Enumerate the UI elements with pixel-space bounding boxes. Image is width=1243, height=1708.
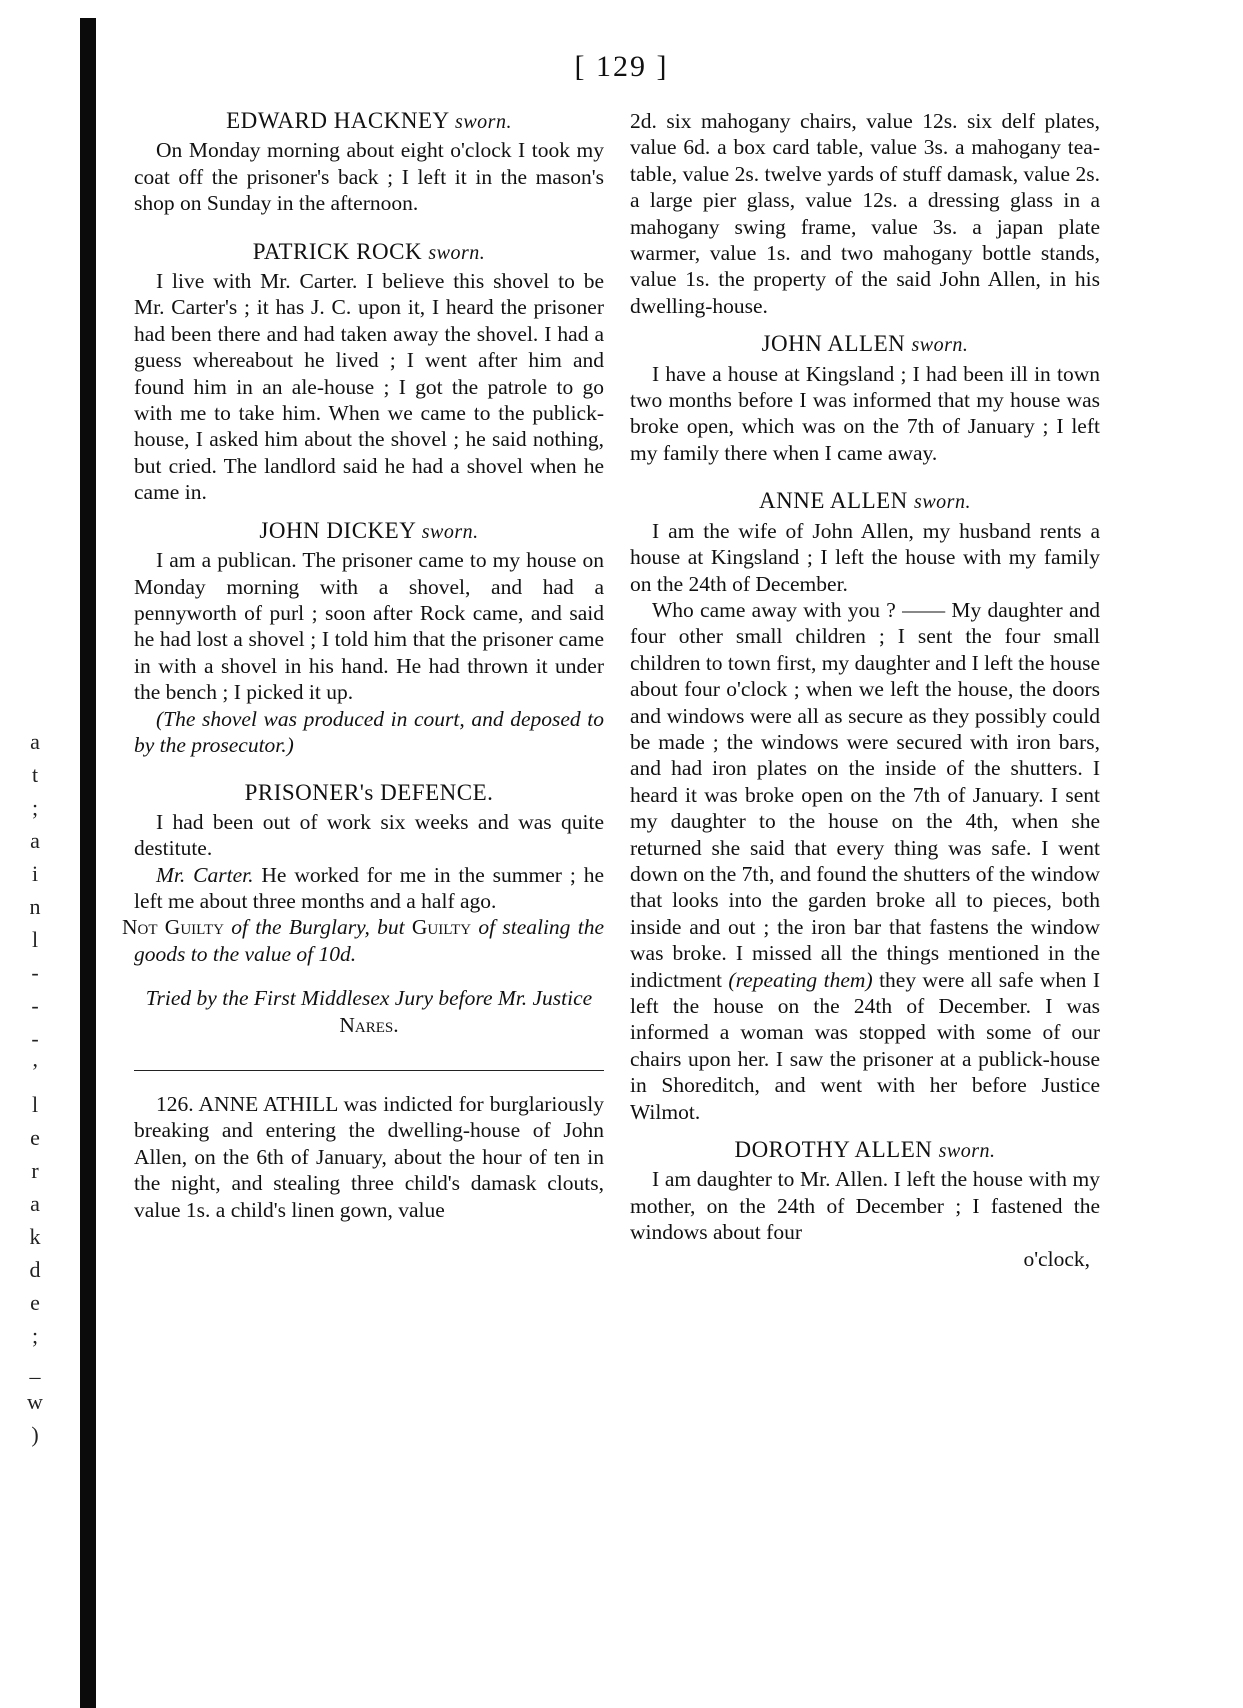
jury-line: [134, 985, 604, 1038]
edge-letter: ;: [31, 795, 39, 820]
verdict: [122, 914, 604, 967]
witness-heading: [134, 108, 604, 135]
character-witness-paragraph: [134, 862, 604, 915]
edge-letter: i: [31, 861, 39, 886]
binding-edge: [0, 0, 98, 1708]
verdict-text: of stealing the goods to the value of 10d.: [134, 915, 604, 966]
sworn-label: sworn.: [911, 334, 969, 357]
edge-letter: _: [29, 1356, 41, 1381]
witness-name: JOHN ALLEN: [761, 331, 906, 357]
edge-letter: e: [30, 1290, 40, 1315]
defence-paragraph: I had been out of work six weeks and was quite destitute.: [134, 809, 604, 861]
witness-name: PATRICK ROCK: [252, 238, 423, 264]
verdict-guilty: Guilty: [411, 915, 472, 940]
witness-name: ANNE ALLEN: [759, 488, 908, 514]
edge-letter: -: [31, 993, 39, 1018]
edge-letter: ): [31, 1422, 39, 1447]
witness-name: JOHN DICKEY: [259, 517, 416, 543]
testimony-text: Who came away with you ? —— My daughter and four other small children ; I sent the four small children to town first, my daughter and I left the house about four o'clock ; when we left the house, the doors and windows were all as secure as they possibly could be made ; the windows were secured with iron bars, and had iron plates on the inside of the shutters. I heard it was broke open on the 7th of January. I sent my daughter to the house on the 4th, when she returned she said that every thing was safe. I went down on the 7th, and found the shutters of the window that looks into the garden broke all to pieces, both inside and out ; the iron bar that fastens the window was broke. I missed all the things mentioned in the indictment: [630, 597, 1100, 992]
speaker-name: Mr. Carter.: [156, 862, 254, 887]
sworn-label: sworn.: [428, 241, 486, 264]
testimony-paragraph: I live with Mr. Carter. I believe this shovel to be Mr. Carter's ; it has J. C. upon it, I heard the prisoner had been there and had taken away the shovel. I had a guess whereabout he lived ; I went after him and found him in an ale-house ; I got the patrole to go with me to take him. When we came to the publick-house, I asked him about the shovel ; he said nothing, but cried. The landlord said he had a shovel when he came in.: [134, 269, 604, 505]
edge-letter: a: [30, 729, 40, 754]
section-divider: [134, 1070, 604, 1071]
sworn-label: sworn.: [455, 111, 512, 133]
statement-text: He worked for me in the summer ; he left me about three months and a half ago.: [134, 862, 604, 913]
sworn-label: sworn.: [421, 520, 479, 543]
witness-heading: [134, 518, 604, 545]
edge-letter: -: [31, 1026, 39, 1051]
verdict-not-guilty: Not Guilty: [122, 915, 224, 940]
edge-letter: w: [27, 1389, 43, 1414]
edge-letter: n: [29, 894, 41, 919]
witness-name: EDWARD HACKNEY: [226, 108, 449, 133]
testimony-paragraph: I have a house at Kingsland ; I had been ill in town two months before I was informed that my house was broke open, which was on the 7th of January ; I left my family there when I came away.: [630, 361, 1100, 465]
witness-heading: [134, 239, 604, 266]
catchword: o'clock,: [1023, 1246, 1090, 1271]
defence-heading: PRISONER's DEFENCE.: [244, 780, 494, 806]
jury-text: Tried by the First Middlesex Jury before Mr. Justice: [145, 986, 593, 1011]
testimony-paragraph: I am a publican. The prisoner came to my house on Monday morning with a shovel, and had a pennyworth of purl ; soon after Rock came, and said he had lost a shovel ; I told him that the prisoner came in with a shovel in his hand. He had thrown it under the bench ; I picked it up.: [134, 548, 604, 705]
edge-letter: ;: [31, 1323, 39, 1348]
testimony-paragraph: I am daughter to Mr. Allen. I left the house with my mother, on the 24th of December ; I fastened the windows about four: [630, 1167, 1100, 1245]
adjacent-page-letters: [20, 725, 50, 1451]
testimony-paragraph: [630, 597, 1100, 1125]
edge-letter: r: [31, 1158, 39, 1183]
verdict-text: of the Burglary, but: [231, 915, 405, 940]
indictment-continuation: 2d. six mahogany chairs, value 12s. six delf plates, value 6d. a box card table, value 3s. a mahogany tea-table, value 2s. twelve yards of stuff damask, value 2s. a large pier glass, value 12s. a dressing glass in a mahogany swing frame, value 3s. a japan plate warmer, value 1s. and two mahogany bottle stands, value 1s. the property of the said John Allen, in his dwelling-house.: [630, 109, 1100, 318]
page-number: [ 129 ]: [574, 50, 669, 83]
edge-letter: a: [30, 1191, 40, 1216]
witness-name: DOROTHY ALLEN: [734, 1137, 933, 1163]
witness-heading: [630, 1137, 1100, 1164]
edge-letter: l: [31, 927, 39, 952]
right-column: [630, 108, 1100, 1272]
judge-name: Nares.: [339, 1012, 399, 1037]
edge-letter: -: [31, 960, 39, 985]
sworn-label: sworn.: [938, 1140, 996, 1163]
edge-letter: t: [31, 762, 39, 787]
aside-text: (repeating them): [728, 967, 873, 992]
edge-letter: a: [30, 828, 40, 853]
edge-letter: ʼ: [31, 1059, 39, 1084]
binding-shadow: [80, 18, 96, 1708]
testimony-paragraph: On Monday morning about eight o'clock I took my coat off the prisoner's back ; I left it in the mason's shop on Sunday in the afternoon.: [134, 138, 604, 216]
case-paragraph: 126. ANNE ATHILL was indicted for burglariously breaking and entering the dwelling-house of John Allen, on the 6th of January, about the hour of ten in the night, and stealing three child's damask clouts, value 1s. a child's linen gown, value: [134, 1092, 604, 1222]
sworn-label: sworn.: [914, 491, 971, 514]
edge-letter: d: [29, 1257, 41, 1282]
left-column: [122, 108, 604, 1223]
testimony-paragraph: I am the wife of John Allen, my husband rents a house at Kingsland ; I left the house with my family on the 24th of December.: [630, 518, 1100, 596]
testimony-text: they were all safe when I left the house on the 24th of December. I was informed a woman was stopped with some of our chairs upon her. I saw the prisoner at a publick-house in Shoreditch, and went with her before Justice Wilmot.: [630, 967, 1101, 1124]
court-note: (The shovel was produced in court, and deposed to by the prosecutor.): [134, 706, 604, 757]
witness-heading: [630, 488, 1100, 515]
edge-letter: l: [31, 1092, 39, 1117]
edge-letter: e: [30, 1125, 40, 1150]
witness-heading: [630, 331, 1100, 358]
edge-letter: k: [29, 1224, 41, 1249]
